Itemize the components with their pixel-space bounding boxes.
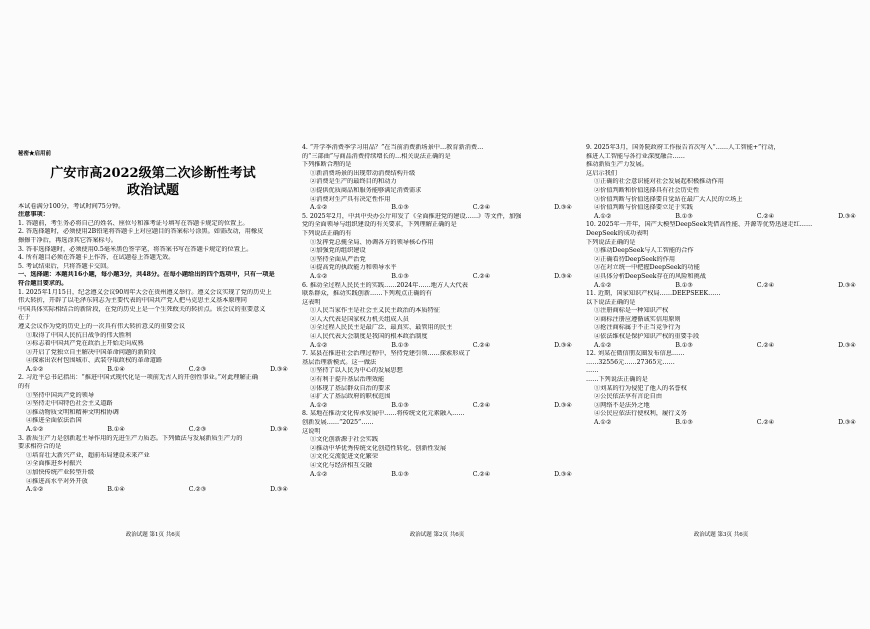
answer-options [18, 366, 288, 375]
option-c: C.②④ [756, 419, 775, 426]
option-c: C.②④ [472, 272, 491, 280]
statement-item: ③在对立统一中把握DeepSeek的功能 [594, 264, 700, 272]
statement-item: ④提高党的执政能力和领导水平 [310, 264, 397, 272]
statement-item: ③加快传统产业转型升级 [26, 469, 95, 476]
statement-item: ②正确看待DeepSeek的作用 [594, 255, 676, 263]
question-stem: 在于 [18, 314, 31, 322]
statement-item: ③价值判断与价值选择要自觉站在最广大人民的立场上 [594, 195, 743, 203]
question-stem: 的有 [18, 383, 31, 391]
confidential-label: 秘密★启用前 [18, 151, 52, 157]
statement-item: ②加强党的组织建设 [310, 247, 366, 255]
question-stem: 创新发展……“2025”…… [302, 419, 374, 426]
question-stem: 推动新质生产力发展。 [586, 161, 648, 169]
answer-options [302, 471, 572, 480]
question-stem: 5. 2025年2月，中共中央办公厅印发了《全面推进党的建设……》等文件，加强 [302, 212, 522, 220]
answer-options [302, 342, 572, 351]
question-stem: 3. 新质生产力是创新起主导作用的先进生产力质态。下列做法与发展新质生产力的 [18, 434, 243, 442]
option-d: D.③④ [838, 419, 856, 426]
statement-item: ①刘某的行为侵犯了他人的名誉权 [594, 384, 687, 392]
statement-item: ③全过程人民民主是最广泛、最真实、最管用的民主 [310, 324, 453, 332]
option-a: A.①② [310, 401, 328, 409]
statement-item: ①培育壮大新兴产业，超前布局建设未来产业 [26, 451, 150, 459]
option-b: B.①③ [391, 272, 409, 280]
option-b: B.①④ [107, 426, 125, 434]
statement-item: ②坚持走中国特色社会主义道路 [26, 400, 113, 408]
statement-item: ③抢注商标属于不正当竞争行为 [594, 324, 681, 332]
option-b: B.①③ [391, 204, 409, 212]
statement-item: ③坚持全面从严治党 [310, 255, 366, 263]
statement-item: ②商标注册应遵循诚实信用原则 [594, 315, 681, 323]
statement-item: ③推动物质文明和精神文明相协调 [26, 408, 119, 416]
exam-subject: 政治试题 [126, 182, 179, 198]
statement-item: ①注册商标是一种知识产权 [594, 307, 669, 315]
option-d: D.③④ [554, 272, 572, 280]
statement-item: ①推动DeepSeek与人工智能的合作 [594, 247, 694, 255]
question-stem: …… [586, 367, 599, 375]
notice-line: 3. 答非选择题时，必须使用0.5毫米黑色签字笔，将答案书写在答题卡规定的位置上。 [18, 245, 253, 253]
exam-page-1 [18, 100, 288, 540]
option-b: B.①③ [675, 341, 693, 349]
option-a: A.①② [26, 486, 44, 494]
answer-options [586, 282, 856, 291]
answer-options [586, 419, 856, 428]
option-d: D.③④ [838, 281, 856, 289]
statement-item: ②公民依法享有言论自由 [594, 393, 663, 401]
option-b: B.①③ [391, 341, 409, 349]
notice-heading: 注意事项： [18, 211, 49, 219]
option-c: C.②④ [472, 470, 491, 478]
statement-item: ④依法维权是保护知识产权的重要手段 [594, 333, 700, 341]
option-a: A.①② [594, 281, 612, 289]
option-c: C.②④ [472, 341, 491, 349]
option-b: B.①③ [391, 401, 409, 409]
question-stem: 1. 2025年1月15日，纪念遵义会议90周年大会在贵州遵义举行。遵义会议实现了党的历史上 [18, 288, 272, 296]
option-c: C.②④ [756, 212, 775, 220]
question-stem: 这启示我们 [586, 169, 617, 177]
statement-item: ②推动中华优秀传统文化创造性转化、创新性发展 [310, 444, 447, 452]
question-stem: 推进人工智能与各行业深度融合…… [586, 152, 685, 160]
statement-item: ①发挥党总揽全局、协调各方的领导核心作用 [310, 238, 434, 246]
notice-line: 2. 答选择题时，必须使用2B铅笔将答题卡上对应题目的答案标号涂黑。如需改动，用橡皮 [18, 228, 264, 236]
statement-item: ②标志着中国共产党在政治上开始走向成熟 [26, 340, 144, 348]
option-d: D.③④ [838, 212, 856, 220]
option-c: C.②③ [188, 486, 207, 494]
option-a: A.①② [310, 204, 328, 212]
notice-line: 4. 所有题目必须在答题卡上作答，在试题卷上答题无效。 [18, 254, 175, 262]
option-b: B.①③ [675, 419, 693, 426]
question-stem: 12. 刘某在微信朋友圈发布信息…… [586, 350, 685, 358]
statement-item: ④具体分析DeepSeek存在的风险和挑战 [594, 272, 706, 280]
statement-item: ④探索出农村包围城市、武装夺取政权的革命道路 [26, 357, 163, 365]
statement-item: ①正确的社会意识能对社会发展起积极推动作用 [594, 178, 724, 186]
option-c: C.②③ [188, 426, 207, 434]
option-d: D.③④ [270, 426, 288, 434]
statement-item: ④文化与经济相互交融 [310, 461, 372, 469]
option-d: D.③④ [554, 401, 572, 409]
statement-item: ②有利于提升基层治理效能 [310, 376, 385, 384]
option-c: C.②④ [472, 401, 491, 409]
statement-item: ①人民当家作主是社会主义民主政治的本质特征 [310, 307, 440, 315]
page-footer: 政治试题 第3页 共6页 [693, 532, 749, 539]
notice-line: 擦擦干净后，再选涂其它答案标号。 [18, 236, 117, 244]
question-stem: 2. 习近平总书记指出：“推进中国式现代化是一项前无古人的开创性事业。”对此理解正确 [18, 374, 259, 382]
statement-item: ③提供优质商品和服务能够满足消费需求 [310, 186, 422, 194]
exam-page-2 [302, 100, 572, 540]
option-b: B.①④ [107, 486, 125, 494]
statement-item: ④推进高水平对外开放 [26, 477, 88, 485]
statement-item: ④价值判断与价值选择要立足于实践 [594, 204, 693, 212]
option-a: A.①② [310, 470, 328, 478]
page-footer: 政治试题 第2页 共6页 [409, 532, 465, 539]
option-b: B.①③ [391, 470, 409, 478]
notice-line: 1. 答题前，考生务必将自己的姓名、座位号和准考证号填写在答题卡规定的位置上。 [18, 219, 249, 227]
option-c: C.②③ [188, 365, 207, 373]
option-d: D.③④ [554, 341, 572, 349]
option-b: B.①④ [107, 365, 125, 373]
statement-item: ①坚持中国共产党的领导 [26, 391, 95, 399]
statement-item: ③文化交流促进文化繁荣 [310, 453, 379, 461]
option-d: D.③④ [270, 486, 288, 494]
question-stem: 下列推断合理的是 [302, 161, 352, 169]
statement-item: ①文化创新源于社会实践 [310, 436, 379, 444]
option-a: A.①② [310, 341, 328, 349]
question-stem: 10. 2025年一开年，国产大模型DeepSeek凭借高性能、开源等优势迅速走红…… [586, 221, 813, 229]
option-a: A.①② [26, 426, 44, 434]
statement-item: ③体现了基层群众自治的要求 [310, 384, 391, 392]
statement-item: ②全面推进乡村振兴 [26, 460, 82, 468]
question-stem: ……下列说法正确的是 [586, 376, 648, 384]
question-stem: 11. 近期，国家知识产权局……DEEPSEEK…… [586, 290, 721, 298]
option-a: A.①② [594, 212, 612, 220]
statement-item: ②人大代表是国家权力机关组成人员 [310, 315, 409, 323]
statement-item: ②消费是生产的最终目的和动力 [310, 178, 397, 186]
option-a: A.①② [594, 419, 612, 426]
answer-options [18, 426, 288, 435]
question-stem: 下列说法正确的是 [586, 238, 636, 246]
statement-item: ④消费对生产具有决定性作用 [310, 195, 391, 203]
option-b: B.①③ [675, 281, 693, 289]
question-stem: DeepSeek的成功表明 [586, 229, 649, 237]
question-stem: 这说明 [302, 427, 321, 435]
option-a: A.①② [310, 272, 328, 280]
exam-title: 广安市高2022级第二次诊断性考试 [50, 165, 256, 181]
exam-info: 本试卷满分100分，考试时间75分钟。 [18, 202, 125, 210]
section-heading: 一、选择题：本题共16小题，每小题3分，共48分。在每小题给出的四个选项中，只有一项是 [18, 271, 275, 279]
question-stem: 的“三部曲”与商品消费持续增长的…相关说法正确的是 [302, 152, 451, 160]
option-d: D.③④ [554, 204, 572, 212]
option-c: C.②④ [756, 281, 775, 289]
question-stem: 伟大转折，开辟了以毛泽东同志为主要代表的中国共产党人把马克思主义基本原理同 [18, 297, 247, 305]
question-stem: 以下说法正确的是 [586, 298, 636, 306]
question-stem: 6. 推动全过程人民民主的实践……2024年……地方人大代表 [302, 281, 468, 289]
statement-item: ③网络不是法外之地 [594, 401, 650, 409]
question-stem: 这表明 [302, 298, 321, 306]
statement-item: ①坚持了以人民为中心的发展思想 [310, 367, 403, 375]
statement-item: ①取得了中国人民抗日战争的伟大胜利 [26, 331, 132, 339]
question-stem: 下列说法正确的有 [302, 229, 352, 237]
option-d: D.③④ [554, 470, 572, 478]
option-b: B.①③ [675, 212, 693, 220]
option-c: C.②④ [472, 204, 491, 212]
answer-options [18, 486, 288, 495]
option-d: D.③④ [838, 341, 856, 349]
option-a: A.①② [594, 341, 612, 349]
option-d: D.③④ [270, 365, 288, 373]
question-stem: 要求相符合的是 [18, 443, 62, 451]
question-stem: 联系群众，推动实践创新……下列观点正确的有 [302, 290, 432, 298]
question-stem: 8. 某地在推动文化传承发展中……将传统文化元素融入…… [302, 410, 465, 418]
question-stem: 9. 2025年3月，国务院政府工作报告首次写入“……人工智能+”行动， [586, 144, 780, 151]
answer-options [586, 342, 856, 351]
question-stem: 4. “开学季消费季学习用品？”在当前消费新场景中…教育新消费… [302, 144, 484, 151]
option-c: C.②④ [756, 341, 775, 349]
statement-item: ①新消费场景的出现带动消费结构升级 [310, 169, 416, 177]
question-stem: 遵义会议作为党的历史上的一次具有伟大转折意义的重要会议 [18, 322, 186, 330]
section-heading: 符合题目要求的。 [18, 279, 68, 287]
exam-page-3 [586, 100, 856, 540]
statement-item: ④扩大了基层政府的职权范围 [310, 393, 391, 401]
question-stem: ……32556元……27365元…… [586, 358, 675, 366]
question-stem: 党的全面领导与组织建设的有关要求，下列理解正确的是 [302, 221, 457, 229]
option-a: A.①② [26, 365, 44, 373]
page-footer: 政治试题 第1页 共6页 [125, 532, 181, 539]
answer-options [302, 273, 572, 282]
notice-line: 5. 考试结束后，只将答题卡交回。 [18, 262, 113, 270]
question-stem: 中国具体实际相结合的新阶段，在党的历史上是一个生死攸关的转折点。该会议的重要意义 [18, 305, 266, 313]
statement-item: ②价值判断和价值选择具有社会历史性 [594, 186, 700, 194]
answer-options [302, 402, 572, 411]
answer-options [302, 204, 572, 213]
statement-item: ③开启了党独立自主解决中国革命问题的新阶段 [26, 348, 156, 356]
statement-item: ④人民代表大会制度是我国的根本政治制度 [310, 333, 428, 341]
question-stem: 基层治理新模式。这一做法 [302, 358, 377, 366]
answer-options [586, 213, 856, 222]
question-stem: 7. 某县在推进社会治理过程中，坚持党建引领……探索形成了 [302, 350, 471, 358]
statement-item: ④公民应依法行使权利，履行义务 [594, 410, 687, 418]
statement-item: ④推进全面依法治国 [26, 417, 82, 425]
